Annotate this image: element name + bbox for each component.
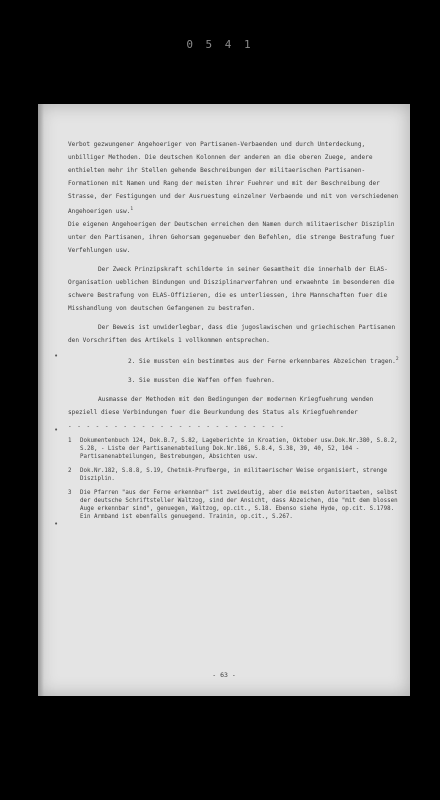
footnote (68, 437, 403, 461)
margin-mark: • (54, 520, 59, 528)
page-edge-shadow (38, 104, 44, 696)
item-number: 3. (128, 377, 136, 385)
footnote-rule: - - - - - - - - - - - - - - - - - - - - - - - - (68, 423, 285, 431)
paragraph-1 (68, 138, 403, 218)
paragraph-4: Der Beweis ist unwiderlegbar, dass die jugoslawischen und griechischen Partisanen den Vorschriften des Artikels 1 vollkommen entsprechen. (68, 324, 396, 345)
paragraph-text: Verbot gezwungener Angehoeriger von Partisanen-Verbaenden und durch Unterdeckung, unbilliger Methoden. Die deutschen Kolonnen der anderen an die oberen Zuege, andere enthielten mehr ihr Stellen gehende Beschreibungen der militaerischen Partisanen-Formationen mit Namen und Rang der meisten ihrer Fuehrer und mit der Beschreibung der Strasse, der Festigungen und der Ausruestung einzelner Verbaende und mit von verschiedenen Angehoerigen usw. (68, 141, 399, 216)
numbered-item-3 (68, 374, 403, 387)
footnote-ref: 2 (395, 357, 399, 363)
closing-paragraph: Ausmasse der Methoden mit den Bedingungen der modernen Kriegfuehrung wenden speziell diese Verbindungen fuer die Beurkundung des Status als Kriegfuehrender (68, 396, 374, 417)
footnote-text: Dokumentenbuch 124, Dok.B.7, S.82, Lageberichte in Kroatien, Oktober usw.Dok.Nr.380, S.8.2, S.28, - Liste der Partisanenabteilung Dok.Nr.186, S.8.4, S.38, 39, 40, 52, 104 - Partisanenabteilungen, Bestrebungen, Absichten usw. (80, 438, 398, 461)
item-text: Sie mussten ein bestimmtes aus der Ferne erkennbares Abzeichen tragen. (139, 358, 396, 366)
numbered-item-2 (68, 353, 403, 368)
page-number: - 63 - (212, 671, 236, 679)
document-body (68, 138, 403, 527)
footnote-text: Dok.Nr.182, S.8.8, S.19, Chetnik-Prufberge, in militaerischer Weise organisiert, strenge Disziplin. (80, 468, 388, 483)
item-text: Sie mussten die Waffen offen fuehren. (139, 377, 275, 385)
footnote-number: 1 (68, 438, 72, 445)
margin-mark: • (54, 352, 59, 360)
footnote (68, 489, 403, 521)
paragraph-2: Die eigenen Angehoerigen der Deutschen erreichen den Namen durch militaerischer Disziplin unter den Partisanen, ihren Gehorsam gegenueber den Befehlen, die strenge Bestrafung fuer Verfehlungen usw. (68, 221, 395, 255)
footnote-number: 3 (68, 490, 72, 497)
footnote-text: Die Pfarren "aus der Ferne erkennbar" ist zweideutig, aber die meisten Autoritaeten, selbst der deutsche Schriftsteller Waltzog, sind der Ansicht, dass Abzeichen, die "mit dem blossen Auge erkennbar sind", genuegen, Waltzog, op.cit., S.18. Ebenso siehe Hyde, op.cit. S.1798. Ein Armband ist ebenfalls genuegend. Trainin, op.cit., S.267. (80, 490, 398, 521)
footnote (68, 467, 403, 483)
item-number: 2. (128, 358, 136, 366)
archive-number: 0 5 4 1 (186, 38, 254, 51)
footnote-number: 2 (68, 468, 72, 475)
footnote-ref: 1 (130, 207, 134, 212)
document-page (38, 104, 410, 696)
paragraph-3: Der Zweck Prinzipskraft schilderte in seiner Gesamtheit die innerhalb der ELAS-Organisation ueblichen Bindungen und Disziplinarverfahren und erwaehnte im besonderen die schwere Bestrafung von ELAS-Offizieren, die es unterliessen, ihre Mannschaften fuer die Misshandlung von deutschen Gefangenen zu bestrafen. (68, 266, 395, 313)
margin-mark: • (54, 426, 59, 434)
